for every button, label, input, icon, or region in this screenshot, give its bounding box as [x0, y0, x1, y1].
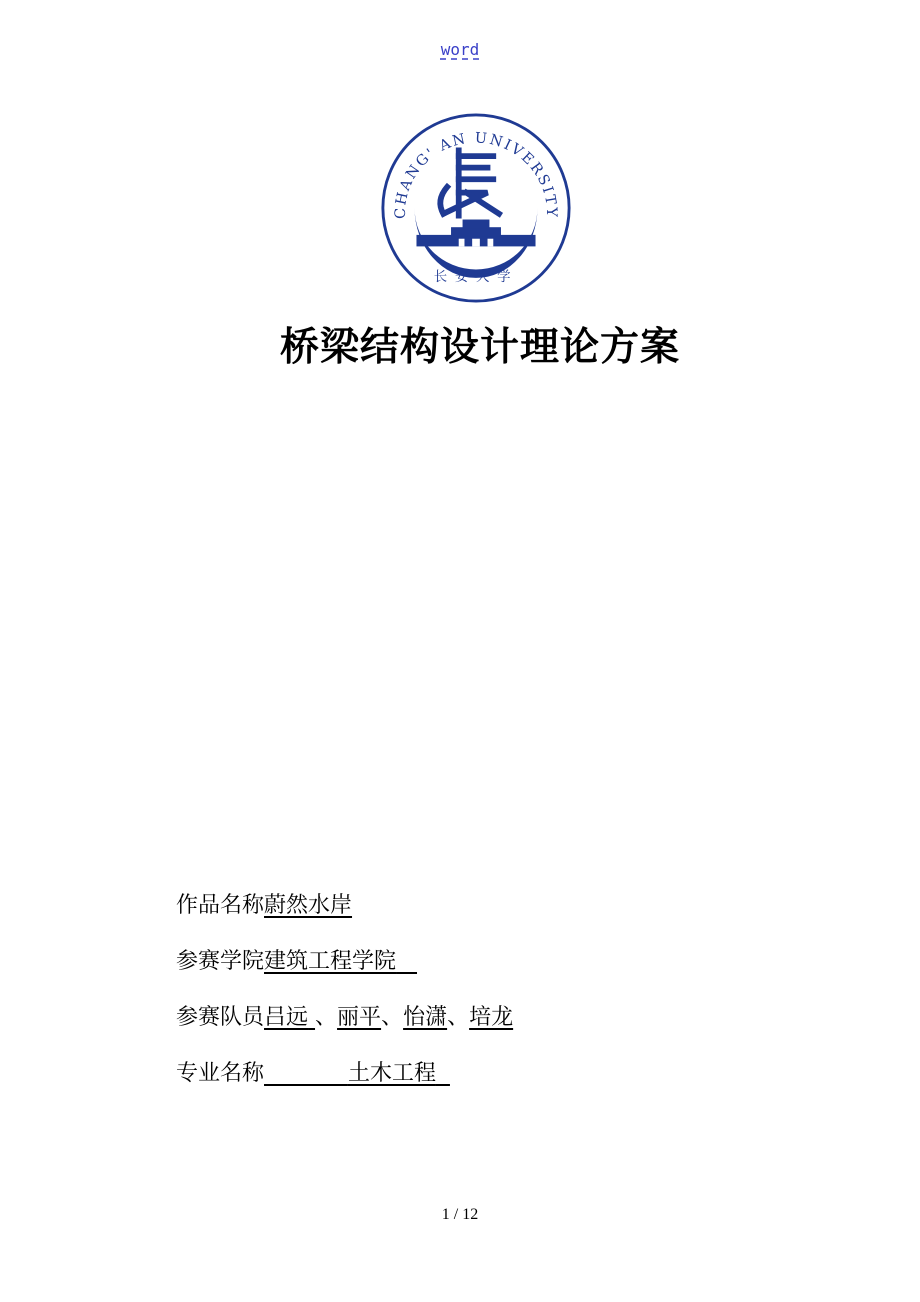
logo-ring-text: CHANG' AN UNIVERSITY — [392, 130, 560, 220]
logo-bottom-text: 长安大学 — [433, 269, 519, 285]
entry-info — [176, 878, 513, 1102]
work-name-row — [176, 878, 513, 934]
work-name-value: 蔚然水岸 — [264, 893, 353, 918]
page-number: 1 / 12 — [441, 1206, 479, 1223]
university-logo — [380, 112, 572, 304]
word-link[interactable]: word — [440, 40, 480, 59]
members-row — [176, 990, 513, 1046]
member-name: 培龙 — [469, 1005, 514, 1030]
member-name: 怡潇 — [403, 1005, 448, 1030]
member-name: 丽平 — [337, 1005, 382, 1030]
college-value: 建筑工程学院 — [264, 949, 397, 974]
college-row — [176, 934, 513, 990]
major-row — [176, 1046, 513, 1102]
member-separator: 、 — [315, 1005, 338, 1030]
member-separator: 、 — [381, 1005, 404, 1030]
page-header — [0, 40, 920, 59]
member-separator: 、 — [447, 1005, 470, 1030]
major-value: 土木工程 — [347, 1061, 436, 1086]
document-title: 桥梁结构设计理论方案 — [279, 325, 680, 370]
major-label: 专业名称 — [176, 1061, 265, 1086]
members-label: 参赛队员 — [176, 1005, 265, 1030]
member-name: 吕远 — [264, 1005, 309, 1030]
work-name-label: 作品名称 — [176, 893, 265, 918]
college-label: 参赛学院 — [176, 949, 265, 974]
